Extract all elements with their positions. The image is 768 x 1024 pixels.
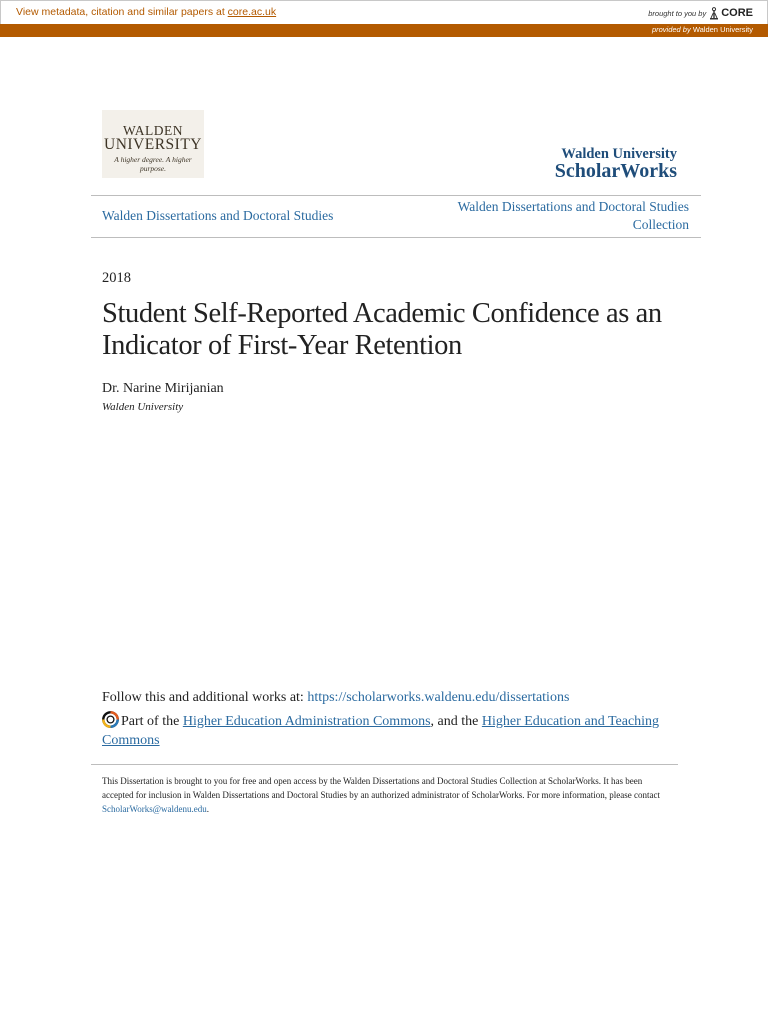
part-of-prefix: Part of the: [121, 714, 183, 729]
provided-by-name: Walden University: [692, 25, 753, 34]
core-provided-strip: [0, 24, 768, 37]
scholarworks-wordmark: ScholarWorks: [554, 160, 677, 182]
core-logo-text: CORE: [721, 7, 753, 19]
higher-education-administration-commons-link[interactable]: Higher Education Administration Commons: [182, 714, 431, 729]
walden-logo-tagline: A higher degree. A higher purpose.: [114, 155, 192, 173]
walden-logo-line1: WALDEN: [123, 123, 183, 138]
provided-by-text: [652, 25, 753, 34]
author-affiliation: Walden University: [102, 401, 184, 413]
document-title: Student Self-Reported Academic Confidence as an Indicator of First-Year Retention: [102, 298, 662, 361]
collection-link-right[interactable]: Walden Dissertations and Doctoral Studies Collection: [457, 199, 689, 232]
notice-text: This Dissertation is brought to you for free and open access by the Walden Dissertations and Doctoral Studies Collection at ScholarWorks. It has been accepted for inclusion in Walden Dissertations and Doctoral Studies by an authorized administrator of ScholarWorks. For more information, please contact: [102, 776, 660, 800]
brought-by-text: brought to you by: [648, 8, 707, 18]
part-of-middle: , and the: [430, 714, 482, 729]
open-access-notice: [102, 774, 674, 816]
divider-bottom: [91, 237, 701, 238]
walden-university-logo: [102, 110, 204, 178]
scholarworks-email-link[interactable]: ScholarWorks@waldenu.edu: [102, 804, 207, 814]
follow-line: [102, 690, 569, 706]
core-logo-icon: [709, 7, 719, 20]
follow-label: Follow this and additional works at:: [102, 690, 308, 705]
divider-notice: [91, 764, 678, 765]
author-name: Dr. Narine Mirijanian: [102, 381, 224, 396]
higher-education-teaching-commons-link[interactable]: Higher Education and Teaching Commons: [102, 714, 660, 748]
part-of-line: [102, 711, 682, 750]
provided-by-label: provided by: [651, 25, 691, 34]
divider-top: [91, 195, 701, 196]
notice-end: .: [206, 804, 210, 814]
core-metadata-text: [16, 6, 276, 18]
walden-logo-line2: UNIVERSITY: [104, 136, 202, 153]
commons-network-icon: [102, 711, 119, 728]
core-brand[interactable]: [648, 5, 753, 21]
core-banner: [0, 0, 768, 24]
collection-link-left[interactable]: Walden Dissertations and Doctoral Studies: [102, 208, 334, 223]
dissertations-url-link[interactable]: https://scholarworks.waldenu.edu/dissertations: [307, 690, 570, 705]
publication-year: 2018: [102, 270, 131, 286]
scholarworks-university-name: Walden University: [561, 146, 677, 162]
core-link[interactable]: core.ac.uk: [227, 6, 277, 18]
core-view-text: View metadata, citation and similar papers at: [16, 6, 228, 18]
